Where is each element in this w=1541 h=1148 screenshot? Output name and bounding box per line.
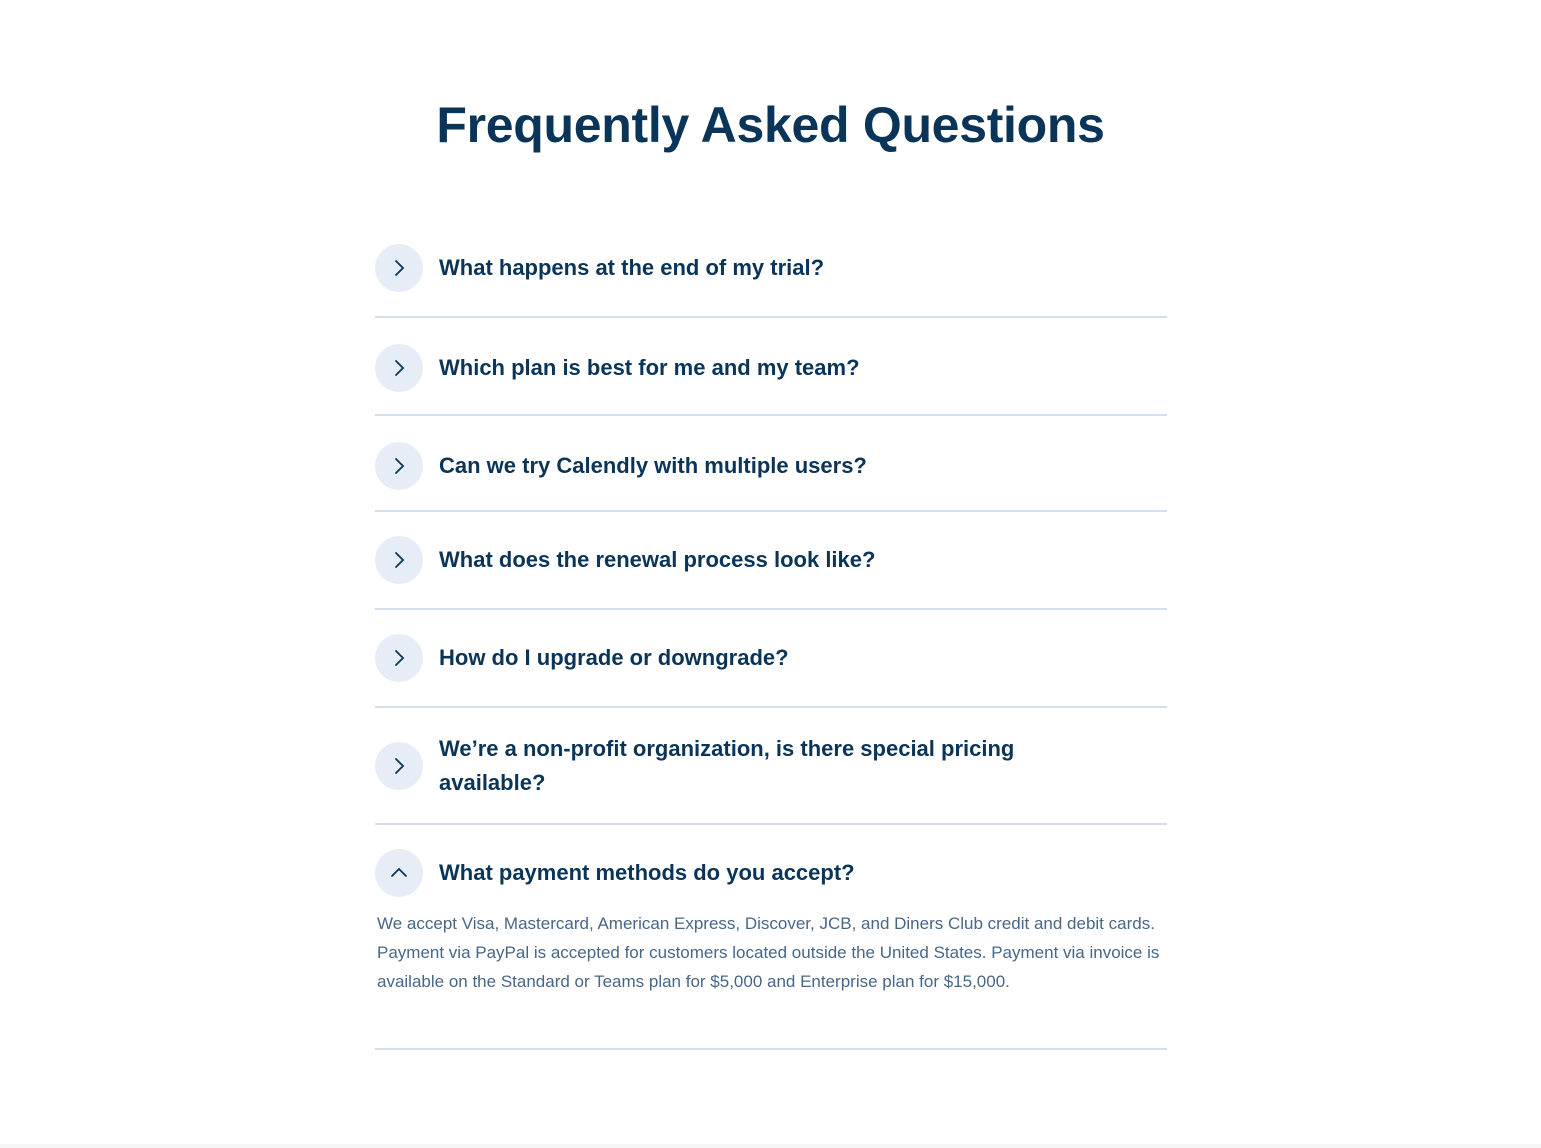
page-bottom-divider <box>0 1144 1541 1148</box>
chevron-right-icon <box>390 359 408 377</box>
faq-question: What happens at the end of my trial? <box>439 255 825 280</box>
faq-question-toggle[interactable] <box>375 732 1075 800</box>
faq-question: Which plan is best for me and my team? <box>439 355 860 380</box>
collapse-button[interactable] <box>375 849 423 897</box>
faq-list <box>375 220 1167 1050</box>
expand-button[interactable] <box>375 634 423 682</box>
faq-item <box>375 610 1167 708</box>
faq-question: What payment methods do you accept? <box>439 860 855 885</box>
expand-button[interactable] <box>375 344 423 392</box>
faq-question-toggle[interactable] <box>375 536 875 584</box>
faq-item <box>375 318 1167 416</box>
faq-question: What does the renewal process look like? <box>439 547 876 572</box>
faq-question: How do I upgrade or downgrade? <box>439 645 789 670</box>
chevron-right-icon <box>390 757 408 775</box>
faq-question-toggle[interactable] <box>375 849 855 897</box>
faq-question-toggle[interactable] <box>375 244 824 292</box>
faq-question: Can we try Calendly with multiple users? <box>439 453 867 478</box>
expand-button[interactable] <box>375 536 423 584</box>
chevron-right-icon <box>390 649 408 667</box>
faq-answer: We accept Visa, Mastercard, American Express, Discover, JCB, and Diners Club credit and debit cards. Payment via PayPal is accepted for customers located outside the United States. Payment via invoice is available on the Standard or Teams plan for $5,000 and Enterprise plan for $15,000. <box>377 914 1160 991</box>
faq-item <box>375 512 1167 610</box>
page-title: Frequently Asked Questions <box>436 97 1105 153</box>
faq-item <box>375 708 1167 825</box>
chevron-right-icon <box>390 259 408 277</box>
faq-question: We’re a non-profit organization, is there special pricing available? <box>439 736 1015 795</box>
faq-question-toggle[interactable] <box>375 344 860 392</box>
expand-button[interactable] <box>375 742 423 790</box>
chevron-up-icon <box>390 864 408 882</box>
expand-button[interactable] <box>375 244 423 292</box>
faq-item <box>375 416 1167 512</box>
faq-question-toggle[interactable] <box>375 442 867 490</box>
faq-question-toggle[interactable] <box>375 634 789 682</box>
chevron-right-icon <box>390 457 408 475</box>
faq-item <box>375 220 1167 318</box>
chevron-right-icon <box>390 551 408 569</box>
expand-button[interactable] <box>375 442 423 490</box>
faq-item-expanded <box>375 825 1167 1050</box>
